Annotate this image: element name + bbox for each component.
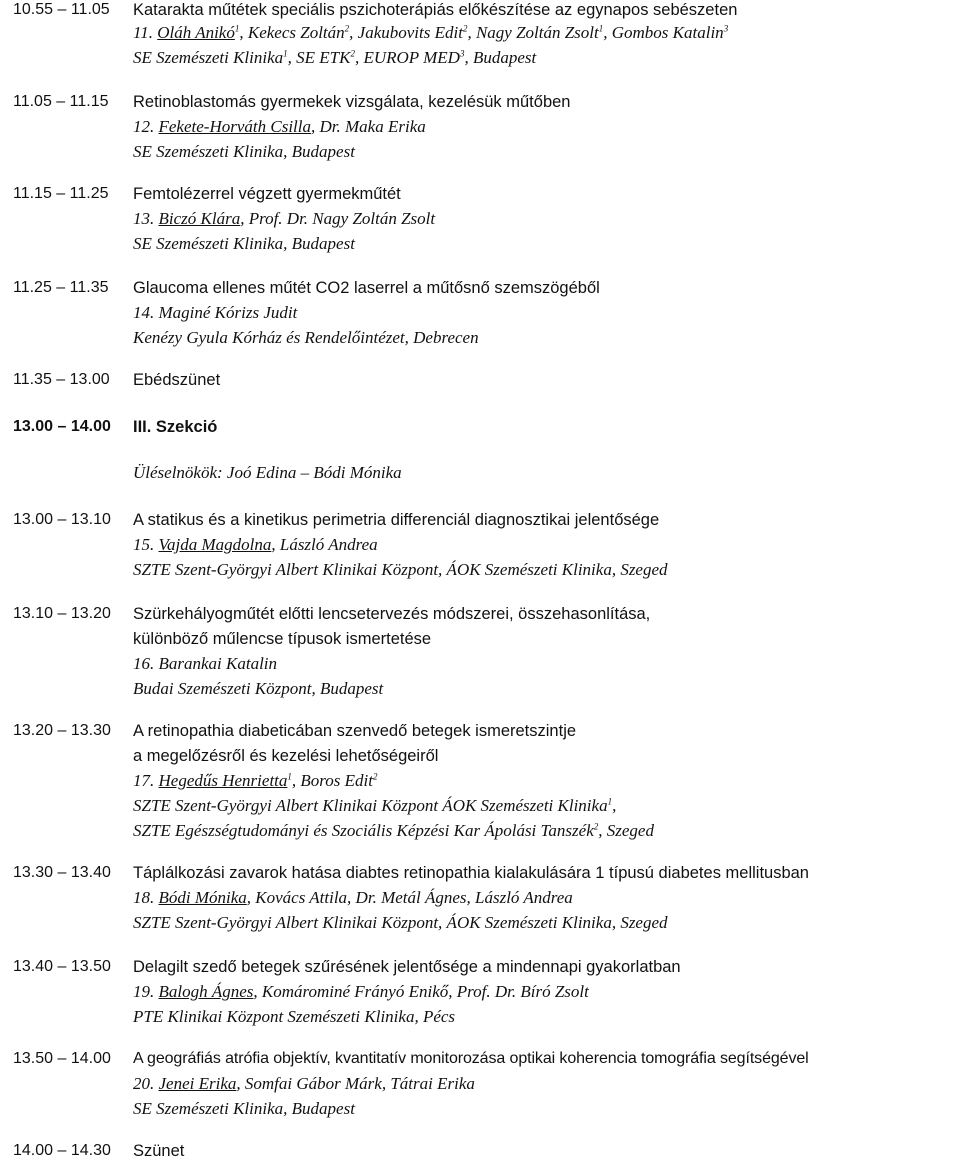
- time-slot: 13.30 – 13.40: [13, 864, 111, 881]
- time-slot: 13.50 – 14.00: [13, 1050, 111, 1067]
- talk-title: Retinoblastomás gyermekek vizsgálata, kezelésük műtőben: [133, 93, 571, 111]
- talk-title: Táplálkozási zavarok hatása diabtes retinopathia kialakulására 1 típusú diabetes mellitusban: [133, 864, 809, 882]
- talk-title: A retinopathia diabeticában szenvedő betegek ismeretszintje: [133, 722, 577, 740]
- section-title: III. Szekció: [133, 418, 218, 436]
- time-slot: 13.10 – 13.20: [13, 605, 111, 622]
- talk-number: 11.: [133, 23, 158, 42]
- talk-number: 18.: [133, 888, 159, 907]
- time-slot: 13.00 – 14.00: [13, 418, 111, 435]
- talk-title: Szürkehályogműtét előtti lencsetervezés módszerei, összehasonlítása,: [133, 605, 651, 623]
- talk-title: Femtolézerrel végzett gyermekműtét: [133, 185, 401, 203]
- time-slot: 13.20 – 13.30: [13, 722, 111, 739]
- talk-number: 12.: [133, 117, 159, 136]
- time-slot: 11.15 – 11.25: [13, 185, 109, 202]
- talk-title: A geográfiás atrófia objektív, kvantitatív monitorozása optikai koherencia tomográfia segítségével: [133, 1050, 809, 1067]
- presenter-name: Vajda Magdolna: [158, 535, 272, 554]
- talk-title: Delagilt szedő betegek szűrésének jelentősége a mindennapi gyakorlatban: [133, 958, 681, 976]
- presenter-name: Jenei Erika: [158, 1074, 237, 1093]
- time-slot: 14.00 – 14.30: [13, 1142, 111, 1159]
- talk-number: 15.: [133, 535, 159, 554]
- talk-number: 17.: [133, 771, 159, 790]
- presenter-name: Biczó Klára: [158, 209, 241, 228]
- time-slot: 13.40 – 13.50: [13, 958, 111, 975]
- time-slot: 11.05 – 11.15: [13, 93, 109, 110]
- talk-title: Katarakta műtétek speciális pszichoterápiás előkészítése az egynapos sebészeten: [133, 1, 738, 19]
- presenter-name: Oláh Anikó: [157, 23, 235, 42]
- break-label: Szünet: [133, 1142, 185, 1160]
- presenter-name: Balogh Ágnes: [158, 982, 254, 1001]
- presenter-name: Fekete-Horváth Csilla: [158, 117, 311, 136]
- time-slot: 13.00 – 13.10: [13, 511, 111, 528]
- talk-title: Glaucoma ellenes műtét CO2 laserrel a műtősnő szemszögéből: [133, 279, 600, 297]
- time-slot: 11.25 – 11.35: [13, 279, 109, 296]
- presenter-name: Hegedűs Henrietta: [158, 771, 288, 790]
- talk-number: 20.: [133, 1074, 159, 1093]
- talk-number: 19.: [133, 982, 159, 1001]
- talk-title: A statikus és a kinetikus perimetria differenciál diagnosztikai jelentősége: [133, 511, 660, 529]
- break-label: Ebédszünet: [133, 371, 221, 389]
- program-page: 10.55 – 11.05 Katarakta műtétek speciális pszichoterápiás előkészítése az egynapos sebészeten 11. Oláh Anikó$^1$, Kekecs Zoltán$^2$, Jakubovits Edit$^2$, Nagy Zoltán Zsolt$^1$, Gombos Katalin$^3$ SE Szemészeti Klinika$^1$, SE ETK$^2$, EUROP MED$^3$, Budapest 11.05 – 11.15 Retinoblastomás gyermekek vizsgálata, kezelésük műtőben 12. Fekete-Horváth Csilla, Dr. Maka Erika SE Szemészeti Klinika, Budapest 11.15 – 11.25 Femtolézerrel végzett gyermekműtét 13. Biczó Klára, Prof. Dr. Nagy Zoltán Zsolt SE Szemészeti Klinika, Budapest 11.25 – 11.35 Glaucoma ellenes műtét CO2 laserrel a műtősnő szemszögéből 14. Maginé Kórizs Judit Kenézy Gyula Kórház és Rendelőintézet, Debrecen 11.35 – 13.00 Ebédszünet 13.00 – 14.00 III. Szekció Üléselnökök: Joó Edina – Bódi Mónika 13.00 – 13.10 A statikus és a kinetikus perimetria differenciál diagnosztikai jelentősége 15. Vajda Magdolna, László Andrea SZTE Szent-Györgyi Albert Klinikai Központ, ÁOK Szemészeti Klinika, Szeged 13.10 – 13.20 Szürkehályogműtét előtti lencsetervezés módszerei, összehasonlítása, különböző műlencse típusok ismertetése 16. Barankai Katalin Budai Szemészeti Központ, Budapest 13.20 – 13.30 A retinopathia diabeticában szenvedő betegek ismeretszintje a megelőzésről és kezelési lehetőségeiről 17. Hegedűs Henrietta$^1$, Boros Edit$^2$ SZTE Szent-Györgyi Albert Klinikai Központ ÁOK Szemészeti Klinika$^1$, SZTE Egészségtudományi és Szociális Képzési Kar Ápolási Tanszék$^2$, Szeged 13.30 – 13.40 Táplálkozási zavarok hatása diabtes retinopathia kialakulására 1 típusú diabetes mellitusban 18. Bódi Mónika, Kovács Attila, Dr. Metál Ágnes, László Andrea SZTE Szent-Györgyi Albert Klinikai Központ, ÁOK Szemészeti Klinika, Szeged 13.40 – 13.50 Delagilt szedő betegek szűrésének jelentősége a mindennapi gyakorlatban 19. Balogh Ágnes, Komárominé Frányó Enikő, Prof. Dr. Bíró Zsolt PTE Klinikai Központ Szemészeti Klinika, Pécs 13.50 – 14.00 A geográfiás atrófia objektív, kvantitatív monitorozása optikai koherencia tomográfia segítségével 20. Jenei Erika, Somfai Gábor Márk, Tátrai Erika SE Szemészeti Klinika, Budapest 14.00 – 14.30 Szünet: [13, 1, 809, 1160]
- time-slot: 11.35 – 13.00: [13, 371, 110, 388]
- time-slot: 10.55 – 11.05: [13, 1, 110, 18]
- presenter-name: Bódi Mónika: [158, 888, 247, 907]
- talk-number: 13.: [133, 209, 159, 228]
